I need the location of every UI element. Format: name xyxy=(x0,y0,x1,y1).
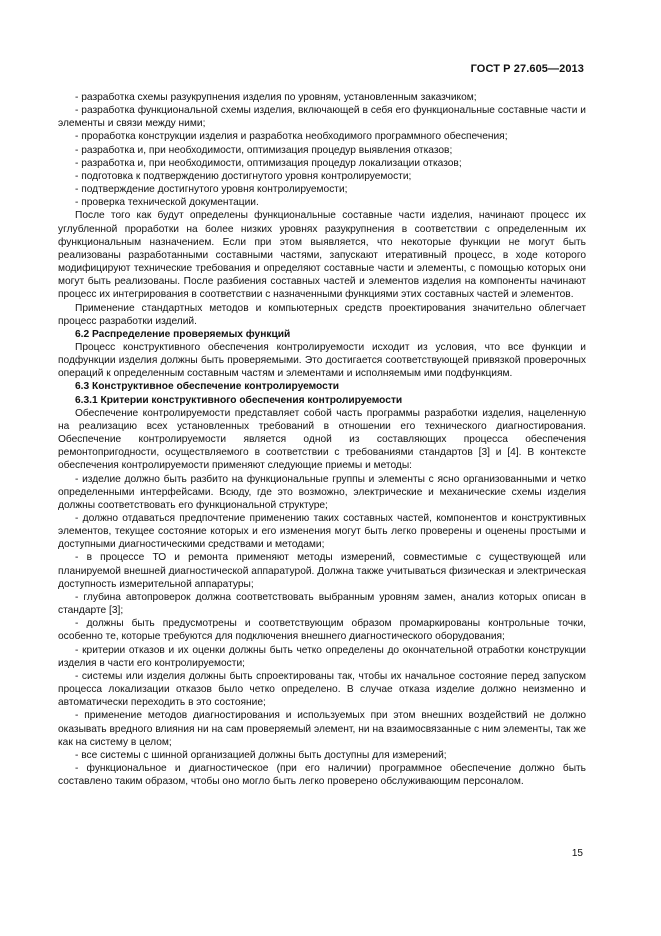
list-item: - разработка схемы разукрупнения изделия по уровням, установленным заказчиком; xyxy=(75,92,477,103)
subsection-heading-6-3-1: 6.3.1 Критерии конструктивного обеспечения контролируемости xyxy=(75,394,403,406)
list-item: - применение методов диагностирования и используемых при этом внешних воздействий не должно оказывать вредного влияния ни на сам проверяемый элемент, ни на взаимосвязанные с ним элементы, так же как на систему в целом; xyxy=(58,710,586,748)
section-heading-6-2: 6.2 Распределение проверяемых функций xyxy=(75,328,291,340)
paragraph: Процесс конструктивного обеспечения контролируемости исходит из условия, что все функции и подфункции изделия должны быть проверяемыми. Это достигается соответствующей привязкой проверочных операций к определенным составным частям и элементами и исполняемым ими подфункциям. xyxy=(58,341,586,380)
page-number: 15 xyxy=(571,848,583,859)
list-item: - изделие должно быть разбито на функциональные группы и элементы с ясно организованными и четко определенными интерфейсами. Всюду, где это возможно, электрические и механические схемы изделия должны соответствовать его функциональной структуре; xyxy=(58,473,586,511)
section-heading-6-3: 6.3 Конструктивное обеспечение контролируемости xyxy=(75,381,340,393)
page-content xyxy=(58,91,586,788)
list-item: - проверка технической документации. xyxy=(75,197,259,209)
list-item: - все системы с шинной организацией должны быть доступны для измерений; xyxy=(75,749,447,761)
list-item: - разработка и, при необходимости, оптимизация процедур локализации отказов; xyxy=(75,157,462,169)
list-item: - подтверждение достигнутого уровня контролируемости; xyxy=(75,184,348,196)
list-item: - должно отдаваться предпочтение применению таких составных частей, компонентов и конструктивных элементов, текущее состояние которых и его изменения могут быть легко проверены и оценены простыми и доступными диагностическими средствами и методами; xyxy=(58,513,586,551)
list-item: - глубина автопроверок должна соответствовать выбранным уровням замен, анализ которых описан в стандарте [3]; xyxy=(58,591,586,617)
paragraph: Обеспечение контролируемости представляет собой часть программы разработки изделия, нацеленную на реализацию всех установленных требований в отношении его технического диагностирования. Обеспечение контролируемости является одной из составляющих процесса обеспечения ремонтопригодности, осуществляемого в соответствии с требованиями стандартов [3] и [4]. В контексте обеспечения контролируемости применяют следующие приемы и методы: xyxy=(58,407,586,472)
intro-block xyxy=(58,91,586,328)
paragraph: После того как будут определены функциональные составные части изделия, начинают процесс их углубленной проработки на более низких уровнях разукрупнения в соответствии с определенным их функциональным назначением. Если при этом выявляется, что некоторые функции не могут быть реализованы разработанными составными частями, запускают итеративный процесс, в ходе которого модифицируют технические требования и определяют составные части и элементы, с помощью которых они могут быть реализованы. После разбиения составных частей и элементов изделия на компоненты начинают процесс их интегрирования в соответствии с назначенными функциями этих составных частей и элементов. xyxy=(58,210,586,301)
list-item: - проработка конструкции изделия и разработка необходимого программного обеспечения; xyxy=(75,131,508,143)
list-item: - подготовка к подтверждению достигнутого уровня контролируемости; xyxy=(75,170,412,182)
list-item: - разработка и, при необходимости, оптимизация процедур выявления отказов; xyxy=(75,144,453,156)
list-item: - разработка функциональной схемы изделия, включающей в себя его функциональные составные части и элементы и связи между ними; xyxy=(58,105,586,130)
document-id: ГОСТ Р 27.605—2013 xyxy=(470,63,584,75)
paragraph: Применение стандартных методов и компьютерных средств проектирования значительно облегчает процесс разработки изделий. xyxy=(58,302,586,327)
list-item: - в процессе ТО и ремонта применяют методы измерений, совместимые с существующей или планируемой внешней диагностической аппаратурой. Должна также учитываться физическая и электрическая доступность измерительной аппаратуры; xyxy=(58,552,586,590)
list-item: - должны быть предусмотрены и соответствующим образом промаркированы контрольные точки, особенно те, которые требуются для подключения внешнего диагностического оборудования; xyxy=(58,618,586,643)
list-item: - функциональное и диагностическое (при его наличии) программное обеспечение должно быть составлено таким образом, чтобы оно могло быть легко проверено обслуживающим персоналом. xyxy=(58,762,586,788)
list-item: - системы или изделия должны быть спроектированы так, чтобы их начальное состояние перед запуском процесса локализации отказов было четко определено. В случае отказа изделие должно неизменно и автоматически переходить в это состояние; xyxy=(58,670,586,709)
list-item: - критерии отказов и их оценки должны быть четко определены до окончательной отработки конструкции изделия в части его контролируемости; xyxy=(58,644,586,669)
